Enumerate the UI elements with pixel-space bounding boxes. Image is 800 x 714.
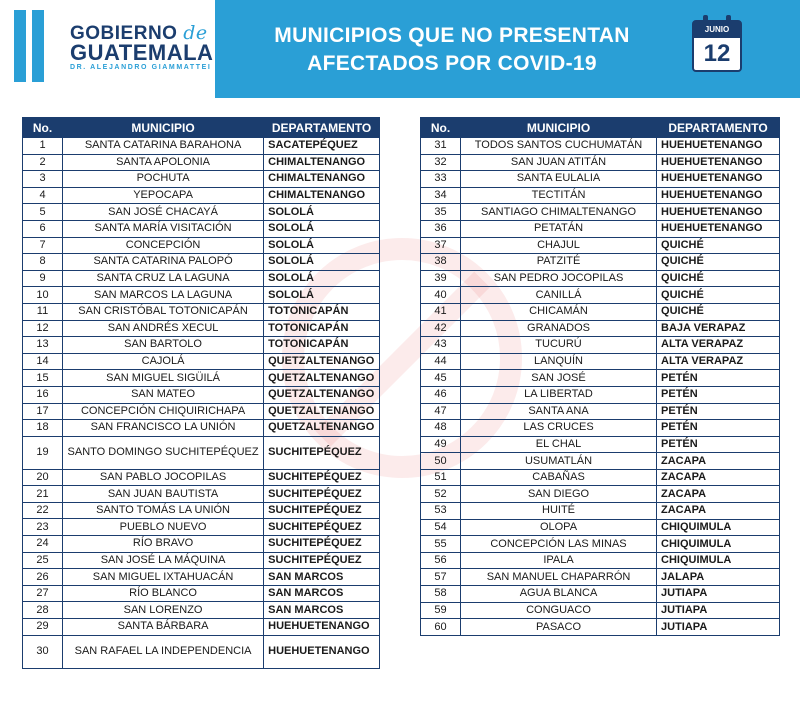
table-row (421, 303, 780, 320)
municipio-cell: SANTO TOMÁS LA UNIÓN (63, 502, 264, 519)
table-row (421, 204, 780, 221)
row-number: 6 (23, 220, 63, 237)
municipio-cell: SAN JOSÉ LA MÁQUINA (63, 552, 264, 569)
row-number: 57 (421, 569, 461, 586)
calendar-icon (692, 20, 742, 72)
table-row (421, 254, 780, 271)
table-row (23, 585, 380, 602)
municipio-cell: PETATÁN (461, 220, 657, 237)
departamento-cell: SOLOLÁ (264, 287, 380, 304)
table-row (421, 171, 780, 188)
municipio-cell: SANTA EULALIA (461, 171, 657, 188)
table-row (23, 469, 380, 486)
column-header-no: No. (23, 118, 63, 138)
municipio-cell: SANTA CRUZ LA LAGUNA (63, 270, 264, 287)
row-number: 47 (421, 403, 461, 420)
table-row (23, 635, 380, 668)
departamento-cell: ZACAPA (657, 503, 780, 520)
table-row (23, 303, 380, 320)
departamento-cell: HUEHUETENANGO (657, 187, 780, 204)
table-row (421, 287, 780, 304)
municipio-cell: PASACO (461, 619, 657, 636)
row-number: 51 (421, 469, 461, 486)
logo-line-2: GUATEMALA (70, 40, 214, 65)
row-number: 17 (23, 403, 63, 420)
row-number: 5 (23, 204, 63, 221)
municipio-cell: SAN MIGUEL SIGÜILÁ (63, 370, 264, 387)
table-row (421, 586, 780, 603)
municipio-cell: AGUA BLANCA (461, 586, 657, 603)
municipio-cell: TUCURÚ (461, 337, 657, 354)
table-row (421, 619, 780, 636)
row-number: 18 (23, 420, 63, 437)
table-row (23, 204, 380, 221)
calendar-month: JUNIO (694, 22, 740, 38)
column-header-municipio: MUNICIPIO (63, 118, 264, 138)
row-number: 10 (23, 287, 63, 304)
table-row (421, 436, 780, 453)
table-row (421, 420, 780, 437)
departamento-cell: QUICHÉ (657, 254, 780, 271)
table-row (421, 220, 780, 237)
row-number: 20 (23, 469, 63, 486)
table-row (23, 287, 380, 304)
table-row (23, 237, 380, 254)
row-number: 45 (421, 370, 461, 387)
table-row (23, 187, 380, 204)
departamento-cell: SUCHITEPÉQUEZ (264, 469, 380, 486)
row-number: 38 (421, 254, 461, 271)
table-row (23, 386, 380, 403)
table-row (421, 569, 780, 586)
table-row (23, 270, 380, 287)
departamento-cell: PETÉN (657, 403, 780, 420)
municipio-cell: SANTA CATARINA BARAHONA (63, 138, 264, 155)
table-row (23, 602, 380, 619)
municipio-cell: SAN MATEO (63, 386, 264, 403)
municipio-cell: SANTA APOLONIA (63, 154, 264, 171)
municipio-cell: TECTITÁN (461, 187, 657, 204)
departamento-cell: QUETZALTENANGO (264, 420, 380, 437)
departamento-cell: SUCHITEPÉQUEZ (264, 552, 380, 569)
municipio-cell: CONCEPCIÓN LAS MINAS (461, 536, 657, 553)
municipio-cell: CANILLÁ (461, 287, 657, 304)
departamento-cell: SAN MARCOS (264, 602, 380, 619)
departamento-cell: PETÉN (657, 436, 780, 453)
column-header-municipio: MUNICIPIO (461, 118, 657, 138)
municipio-cell: EL CHAL (461, 436, 657, 453)
municipio-cell: SAN PABLO JOCOPILAS (63, 469, 264, 486)
table-row (23, 420, 380, 437)
departamento-cell: SUCHITEPÉQUEZ (264, 486, 380, 503)
row-number: 35 (421, 204, 461, 221)
departamento-cell: SACATEPÉQUEZ (264, 138, 380, 155)
row-number: 4 (23, 187, 63, 204)
municipio-cell: SAN MANUEL CHAPARRÓN (461, 569, 657, 586)
municipio-cell: SAN FRANCISCO LA UNIÓN (63, 420, 264, 437)
page-title-line-2: AFECTADOS POR COVID-19 (307, 52, 597, 75)
departamento-cell: PETÉN (657, 420, 780, 437)
table-row (23, 486, 380, 503)
row-number: 39 (421, 270, 461, 287)
departamento-cell: HUEHUETENANGO (657, 154, 780, 171)
departamento-cell: QUICHÉ (657, 237, 780, 254)
table-row (23, 552, 380, 569)
row-number: 3 (23, 171, 63, 188)
table-row (421, 270, 780, 287)
departamento-cell: CHIMALTENANGO (264, 187, 380, 204)
row-number: 28 (23, 602, 63, 619)
row-number: 30 (23, 635, 63, 668)
row-number: 56 (421, 552, 461, 569)
municipio-cell: SAN JOSÉ CHACAYÁ (63, 204, 264, 221)
departamento-cell: JALAPA (657, 569, 780, 586)
municipio-cell: SAN PEDRO JOCOPILAS (461, 270, 657, 287)
row-number: 59 (421, 602, 461, 619)
row-number: 25 (23, 552, 63, 569)
departamento-cell: PETÉN (657, 370, 780, 387)
municipio-cell: POCHUTA (63, 171, 264, 188)
departamento-cell: QUICHÉ (657, 287, 780, 304)
municipio-cell: SAN MARCOS LA LAGUNA (63, 287, 264, 304)
logo-bar-icon (32, 10, 44, 82)
row-number: 9 (23, 270, 63, 287)
municipio-cell: HUITÉ (461, 503, 657, 520)
municipio-cell: SAN CRISTÓBAL TOTONICAPÁN (63, 303, 264, 320)
municipio-cell: CONGUACO (461, 602, 657, 619)
municipio-cell: SANTO DOMINGO SUCHITEPÉQUEZ (63, 436, 264, 469)
departamento-cell: QUETZALTENANGO (264, 386, 380, 403)
row-number: 37 (421, 237, 461, 254)
table-row (23, 370, 380, 387)
row-number: 13 (23, 337, 63, 354)
table-row (23, 171, 380, 188)
departamento-cell: CHIMALTENANGO (264, 154, 380, 171)
departamento-cell: SAN MARCOS (264, 569, 380, 586)
row-number: 23 (23, 519, 63, 536)
municipio-cell: CHICAMÁN (461, 303, 657, 320)
table-row (421, 453, 780, 470)
row-number: 36 (421, 220, 461, 237)
row-number: 41 (421, 303, 461, 320)
departamento-cell: HUEHUETENANGO (657, 204, 780, 221)
municipio-cell: SANTA ANA (461, 403, 657, 420)
municipio-cell: SAN JUAN ATITÁN (461, 154, 657, 171)
column-header-departamento: DEPARTAMENTO (657, 118, 780, 138)
row-number: 49 (421, 436, 461, 453)
departamento-cell: ZACAPA (657, 453, 780, 470)
row-number: 58 (421, 586, 461, 603)
table-row (421, 503, 780, 520)
departamento-cell: ALTA VERAPAZ (657, 337, 780, 354)
row-number: 26 (23, 569, 63, 586)
row-number: 42 (421, 320, 461, 337)
municipio-cell: LA LIBERTAD (461, 386, 657, 403)
table-row (23, 138, 380, 155)
row-number: 11 (23, 303, 63, 320)
departamento-cell: SOLOLÁ (264, 220, 380, 237)
page-title (232, 22, 672, 78)
table-row (421, 138, 780, 155)
departamento-cell: HUEHUETENANGO (657, 220, 780, 237)
municipio-cell: SAN LORENZO (63, 602, 264, 619)
table-row (23, 154, 380, 171)
calendar-day: 12 (703, 40, 731, 67)
row-number: 15 (23, 370, 63, 387)
departamento-cell: SUCHITEPÉQUEZ (264, 502, 380, 519)
row-number: 48 (421, 420, 461, 437)
table-row (421, 386, 780, 403)
row-number: 21 (23, 486, 63, 503)
row-number: 19 (23, 436, 63, 469)
table-row (23, 519, 380, 536)
municipio-cell: SAN BARTOLO (63, 337, 264, 354)
municipio-cell: SANTA CATARINA PALOPÓ (63, 254, 264, 271)
row-number: 53 (421, 503, 461, 520)
table-row (23, 337, 380, 354)
row-number: 14 (23, 353, 63, 370)
row-number: 50 (421, 453, 461, 470)
departamento-cell: HUEHUETENANGO (657, 171, 780, 188)
table-row (23, 536, 380, 553)
table-row (23, 353, 380, 370)
table-row (421, 552, 780, 569)
logo-subtitle: DR. ALEJANDRO GIAMMATTEI (70, 64, 212, 71)
page-title-line-1: MUNICIPIOS QUE NO PRESENTAN (274, 24, 630, 47)
departamento-cell: TOTONICAPÁN (264, 303, 380, 320)
government-logo (0, 0, 215, 98)
table-row (421, 469, 780, 486)
row-number: 22 (23, 502, 63, 519)
logo-bar-icon (14, 10, 26, 82)
table-row (23, 436, 380, 469)
departamento-cell: SUCHITEPÉQUEZ (264, 436, 380, 469)
municipio-cell: LANQUÍN (461, 353, 657, 370)
table-row (23, 254, 380, 271)
departamento-cell: QUETZALTENANGO (264, 353, 380, 370)
municipio-cell: SANTIAGO CHIMALTENANGO (461, 204, 657, 221)
municipio-cell: USUMATLÁN (461, 453, 657, 470)
row-number: 40 (421, 287, 461, 304)
municipio-cell: SAN RAFAEL LA INDEPENDENCIA (63, 635, 264, 668)
municipio-cell: TODOS SANTOS CUCHUMATÁN (461, 138, 657, 155)
row-number: 46 (421, 386, 461, 403)
municipio-cell: SAN MIGUEL IXTAHUACÁN (63, 569, 264, 586)
row-number: 16 (23, 386, 63, 403)
municipio-cell: IPALA (461, 552, 657, 569)
departamento-cell: JUTIAPA (657, 602, 780, 619)
row-number: 43 (421, 337, 461, 354)
municipios-table-left (22, 117, 380, 669)
departamento-cell: HUEHUETENANGO (657, 138, 780, 155)
row-number: 33 (421, 171, 461, 188)
table-row (421, 337, 780, 354)
departamento-cell: CHIMALTENANGO (264, 171, 380, 188)
row-number: 31 (421, 138, 461, 155)
departamento-cell: SUCHITEPÉQUEZ (264, 519, 380, 536)
table-header-row (421, 118, 780, 138)
departamento-cell: HUEHUETENANGO (264, 619, 380, 636)
column-header-departamento: DEPARTAMENTO (264, 118, 380, 138)
row-number: 52 (421, 486, 461, 503)
row-number: 8 (23, 254, 63, 271)
departamento-cell: QUETZALTENANGO (264, 370, 380, 387)
table-row (421, 353, 780, 370)
table-row (421, 370, 780, 387)
row-number: 7 (23, 237, 63, 254)
departamento-cell: CHIQUIMULA (657, 519, 780, 536)
departamento-cell: CHIQUIMULA (657, 536, 780, 553)
municipio-cell: CAJOLÁ (63, 353, 264, 370)
municipio-cell: YEPOCAPA (63, 187, 264, 204)
municipio-cell: SAN JUAN BAUTISTA (63, 486, 264, 503)
table-row (23, 619, 380, 636)
municipio-cell: SANTA BÁRBARA (63, 619, 264, 636)
departamento-cell: TOTONICAPÁN (264, 337, 380, 354)
row-number: 34 (421, 187, 461, 204)
departamento-cell: SOLOLÁ (264, 270, 380, 287)
column-header-no: No. (421, 118, 461, 138)
departamento-cell: SOLOLÁ (264, 254, 380, 271)
municipio-cell: RÍO BLANCO (63, 585, 264, 602)
municipio-cell: SAN DIEGO (461, 486, 657, 503)
row-number: 54 (421, 519, 461, 536)
municipio-cell: CHAJUL (461, 237, 657, 254)
municipio-cell: CONCEPCIÓN CHIQUIRICHAPA (63, 403, 264, 420)
table-row (421, 536, 780, 553)
municipio-cell: CABAÑAS (461, 469, 657, 486)
header-banner (0, 0, 800, 98)
table-row (23, 320, 380, 337)
municipios-table-right (420, 117, 780, 636)
table-row (421, 403, 780, 420)
table-row (23, 403, 380, 420)
table-row (23, 569, 380, 586)
municipio-cell: LAS CRUCES (461, 420, 657, 437)
row-number: 12 (23, 320, 63, 337)
row-number: 55 (421, 536, 461, 553)
table-row (421, 187, 780, 204)
logo-line-1: GOBIERNO de (70, 22, 208, 44)
departamento-cell: JUTIAPA (657, 619, 780, 636)
row-number: 44 (421, 353, 461, 370)
municipio-cell: GRANADOS (461, 320, 657, 337)
departamento-cell: HUEHUETENANGO (264, 635, 380, 668)
departamento-cell: CHIQUIMULA (657, 552, 780, 569)
departamento-cell: JUTIAPA (657, 586, 780, 603)
table-row (421, 154, 780, 171)
row-number: 2 (23, 154, 63, 171)
row-number: 24 (23, 536, 63, 553)
departamento-cell: QUETZALTENANGO (264, 403, 380, 420)
departamento-cell: QUICHÉ (657, 270, 780, 287)
table-row (421, 320, 780, 337)
municipio-cell: OLOPA (461, 519, 657, 536)
departamento-cell: PETÉN (657, 386, 780, 403)
municipio-cell: PUEBLO NUEVO (63, 519, 264, 536)
row-number: 27 (23, 585, 63, 602)
table-header-row (23, 118, 380, 138)
municipio-cell: CONCEPCIÓN (63, 237, 264, 254)
departamento-cell: SOLOLÁ (264, 237, 380, 254)
table-row (23, 220, 380, 237)
municipio-cell: SAN ANDRÉS XECUL (63, 320, 264, 337)
departamento-cell: ZACAPA (657, 486, 780, 503)
departamento-cell: SAN MARCOS (264, 585, 380, 602)
municipio-cell: SANTA MARÍA VISITACIÓN (63, 220, 264, 237)
municipio-cell: SAN JOSÉ (461, 370, 657, 387)
departamento-cell: BAJA VERAPAZ (657, 320, 780, 337)
municipio-cell: RÍO BRAVO (63, 536, 264, 553)
table-row (421, 486, 780, 503)
table-row (421, 602, 780, 619)
departamento-cell: QUICHÉ (657, 303, 780, 320)
row-number: 1 (23, 138, 63, 155)
table-row (23, 502, 380, 519)
departamento-cell: SUCHITEPÉQUEZ (264, 536, 380, 553)
departamento-cell: ALTA VERAPAZ (657, 353, 780, 370)
municipio-cell: PATZITÉ (461, 254, 657, 271)
table-row (421, 519, 780, 536)
table-row (421, 237, 780, 254)
departamento-cell: ZACAPA (657, 469, 780, 486)
row-number: 29 (23, 619, 63, 636)
departamento-cell: SOLOLÁ (264, 204, 380, 221)
row-number: 32 (421, 154, 461, 171)
row-number: 60 (421, 619, 461, 636)
departamento-cell: TOTONICAPÁN (264, 320, 380, 337)
